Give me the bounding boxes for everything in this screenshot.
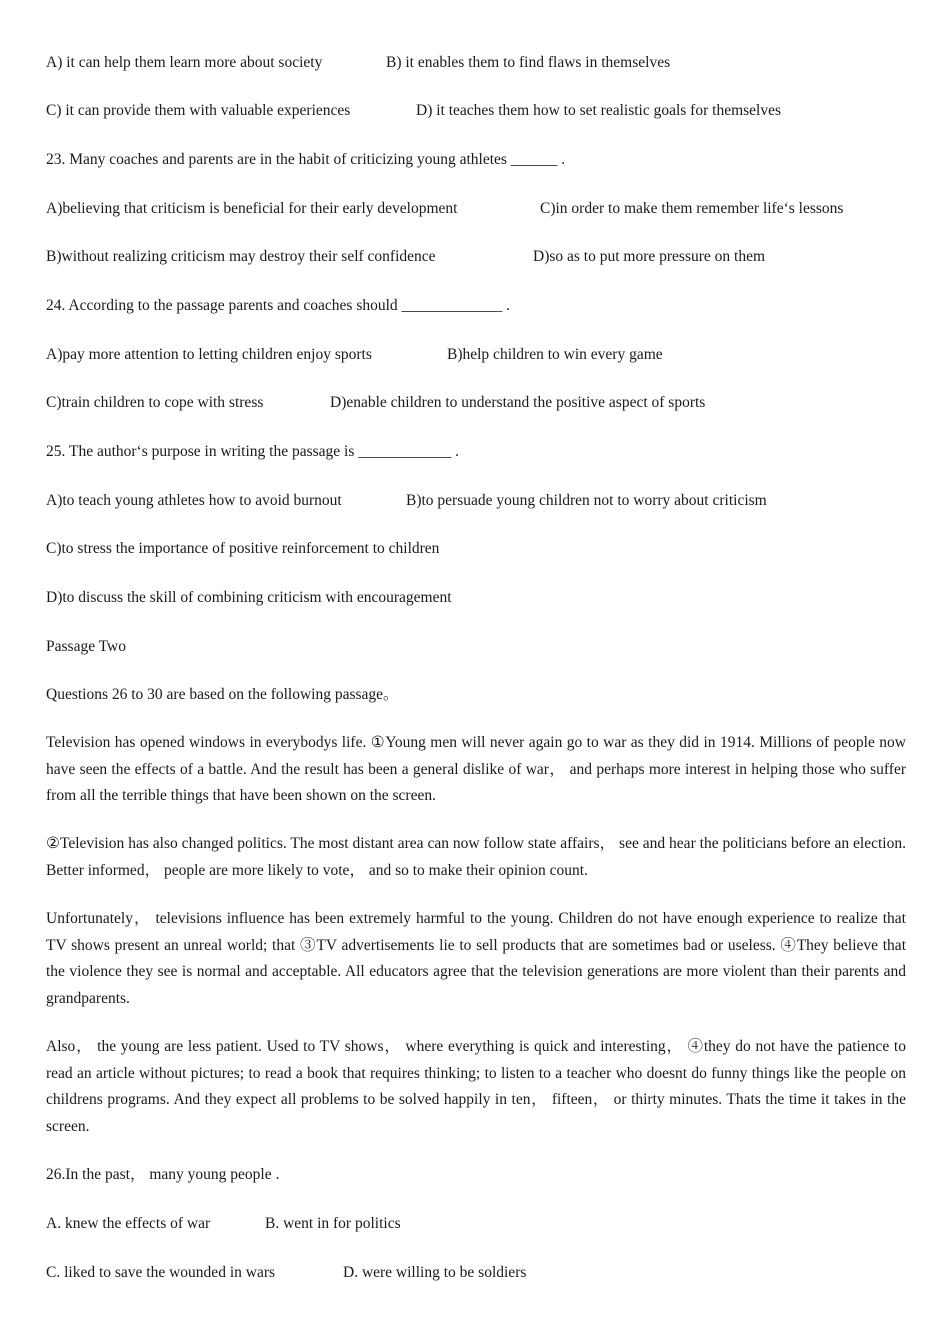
q25-option-d: D)to discuss the skill of combining criticism with encouragement	[46, 589, 452, 606]
passage-paragraph-1: Television has opened windows in everybodys life. ①Young men will never again go to war as they did in 1914. Millions of people now have seen the effects of a battle. And the result has been a general dislike of war， and perhaps more interest in helping those who suffer from all the terrible things that have been shown on the screen.	[46, 734, 906, 804]
q23-option-a: A)believing that criticism is beneficial for their early development	[46, 200, 458, 217]
q24-option-b: B)help children to win every game	[447, 346, 663, 363]
passage-paragraph-3: Unfortunately， televisions influence has been extremely harmful to the young. Children do not have enough experience to realize that TV shows present an unreal world; that ③TV advertisements lie to sell products that are sometimes bad or useless. ④They believe that the violence they see is normal and acceptable. All educators agree that the television generations are more violent than their parents and grandparents.	[46, 910, 906, 1007]
q23-stem: 23. Many coaches and parents are in the habit of criticizing young athletes ______ .	[46, 151, 566, 168]
q23-options-row-1	[46, 199, 843, 219]
q22-option-b: B) it enables them to find flaws in themselves	[386, 54, 671, 71]
q23-option-b: B)without realizing criticism may destroy their self confidence	[46, 248, 436, 265]
q23-option-c: C)in order to make them remember life‘s lessons	[540, 200, 844, 217]
q26-option-d: D. were willing to be soldiers	[343, 1264, 527, 1281]
q24-option-d: D)enable children to understand the positive aspect of sports	[330, 394, 706, 411]
q26-option-c: C. liked to save the wounded in wars	[46, 1264, 276, 1281]
passage-paragraph-4: Also， the young are less patient. Used to TV shows， where everything is quick and interesting， ④they do not have the patience to read an article without pictures; to read a book that requires thinking; to listen to a teacher who doesnt do funny things like the people on childrens programs. And they expect all problems to be solved happily in ten， fifteen， or thirty minutes. Thats the time it takes in the screen.	[46, 1038, 906, 1135]
q22-option-d: D) it teaches them how to set realistic goals for themselves	[416, 102, 782, 119]
q23-options-row-2	[46, 247, 765, 267]
q25-option-b: B)to persuade young children not to worry about criticism	[406, 492, 767, 509]
q24-option-c: C)train children to cope with stress	[46, 394, 264, 411]
q22-options-row-1	[46, 53, 670, 73]
passage-title: Passage Two	[46, 638, 126, 655]
passage-paragraph-2: ②Television has also changed politics. The most distant area can now follow state affairs， see and hear the politicians before an election. Better informed， people are more likely to vote， and so to make their opinion count.	[46, 835, 906, 879]
q23-option-d: D)so as to put more pressure on them	[533, 248, 766, 265]
q26-options-row-1	[46, 1214, 401, 1234]
q22-options-row-2	[46, 101, 781, 121]
q26-option-a: A. knew the effects of war	[46, 1215, 211, 1232]
q26-option-b: B. went in for politics	[265, 1215, 401, 1232]
q25-options-row-1	[46, 491, 767, 511]
q24-options-row-1	[46, 345, 663, 365]
q26-options-row-2	[46, 1263, 526, 1283]
q26-stem: 26.In the past， many young people .	[46, 1166, 280, 1183]
q22-option-c: C) it can provide them with valuable experiences	[46, 102, 351, 119]
q25-option-a: A)to teach young athletes how to avoid burnout	[46, 492, 342, 509]
q24-options-row-2	[46, 393, 705, 413]
q25-stem: 25. The author‘s purpose in writing the passage is ____________ .	[46, 443, 459, 460]
q24-option-a: A)pay more attention to letting children enjoy sports	[46, 346, 372, 363]
q24-stem: 24. According to the passage parents and coaches should _____________ .	[46, 297, 511, 314]
q22-option-a: A) it can help them learn more about society	[46, 54, 323, 71]
q25-option-c: C)to stress the importance of positive reinforcement to children	[46, 540, 440, 557]
passage-instruction: Questions 26 to 30 are based on the following passage。	[46, 686, 399, 703]
